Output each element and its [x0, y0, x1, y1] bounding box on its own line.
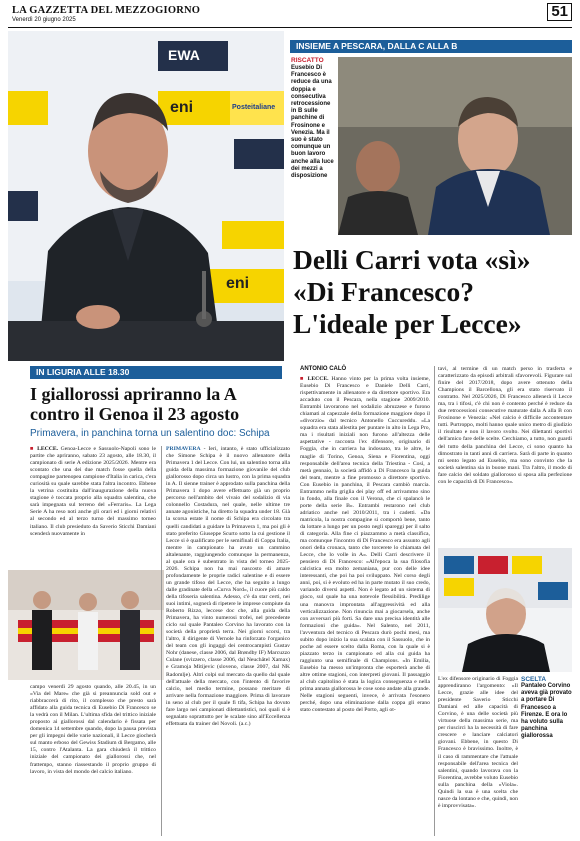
caption-text-2: Pantaleo Corvino aveva già provato a portare Di Francesco a Firenze. E ora lo ha voluto sulla panchina giallorossa	[521, 683, 572, 740]
left-headline: I giallorossi apriranno la A contro il Genoa il 23 agosto	[30, 384, 240, 424]
right-col1-body: Hanno vinto per la prima volta insieme, Eusebio Di Francesco e Daniele Delli Carri, rispettivamente in allenatore e da direttore sportivo. Era accaduto con il Pescara, nella stagione 2009/2010. Entrambi lavorarono nel sodalizio abruzzese e furono chiamati al capezzale della formazione maggiore dopo il «divorzio» dal tecnico Antonello Cuccureddu. «La squadra era stata allestita per puntare in alto in Lega Pro, ma i risultati iniziali non furono all'altezza delle aspettative - racconta l'ex difensore, originario di Foggia, che in carriera ha indossato, tra le altre, le maglie di Torino, Genoa, Siena e Fiorentina, oggi responsabile dell'area tecnica della Triestina - Così, a metà gennaio, la società affidò a Di Francesco la guida del team, mentre a fine promosso a direttore sportivo. Con Eusebio in panchina, il Pescara cambiò marcia. Entrammo nella griglia dei play off ed arrivammo sino in fondo, alla finale con il Verona, che ci spalancò le porte della serie B». Entrambi restarono nel club adriatico anche nel 2010/2011, tra i cadetti. «Da matricola, la nostra compagine si comportò bene, tanto da lottare a lungo per un posto negli spareggi per il salto di categoria. Alla fine ci piazzammo a metà classifica, ma comunque l'incontro di Di Francesco era assunto agli onori della cronaca, tanto che torcerete lo chiamata del Lecce, che lo volle in A». Delli Carri descrivere il pensiero di Di Francesco: «All'epoca la sua filosofia calcistica era molto zemaniana, pur con delle idee interessanti, che poi ha poi sviluppato. Nel corso degli anni, poi, si è evoluto ed ha in parte mutato il suo credo, variando diversi aspetti. Non è legato ad un sistema di gioco, sul quale ha una notevole flessibilità. Predilige una manovra improntata all'aggressività ed alla verticalizzazione. Non rinuncia mai a giocarsela, anche con avversari più forti. Sa dare una precisa identità alle formazioni che guida». Nel Salento, nel 2011, l'avventura del tecnico di Pescara durò pochi mesi, ma subito dopo inizio la sua scalata con il Sassuolo, che in poche ad essere scelto dalla Roma, con la quale si è piazzato terzo in campionato ed alla cui guida ha raggiunto una semifinale di Champions. «In Emilia, Eusebio ha messo un'impronta che esporterà anche di altre ottime stagioni, con interpreti giovani. Il passaggio al club capitolino è stata la logica conseguenza e nella prima annata giallorossa le cose sono andate alla grande. Nelle stagioni seguenti, invece, è arrivata l'esonero perché, dopo una eliminazione dalla coppa gli erano stato contestato al posto del Porto, agli ot-	[300, 376, 430, 714]
caption-text: Eusebio Di Francesco è reduce da una doppia e consecutiva retrocessione in B sulle panchine di Frosinone e Venezia. Ma il suo è stato comunque un buon lavoro anche alla luce dei mezzi a disposizione	[291, 65, 334, 180]
sponsor-eni-logo-2: eni	[226, 275, 250, 292]
byline: ANTONIO CALÒ	[300, 366, 347, 372]
right-col2-text: tavi, al termine di un match perso in trasferta e caratterizzato da episodi arbitrali sfavorevoli. Figurare sul finire del 2017/2018, dopo avere ottenuto della Champions il Barcellona, gli era stato riservato il contratto. Nel 2025/2026, Di Francesco allenerà il Lecce ma, tra i tifosi, c'è chi non è contento perché è reduce da due retrocessioni consecutive maturate dalla A alla B con Frosinone e Venezia: «Nel calcio è difficile accontentare tutti. Purtroppo, molti hanno quale unico metro di giudizio il risultato e non il lavoro svolto. Nei dilettanti sportivi dell'amico fare delle scelte. Cerchiamo, a tutto, non guardi del tutto della panchina del Lecce, ci sono quanto ha dimostrato in tanti anni di carriera. Sarà di parte in quanto mi sento legato ad Eusebio, ma sono convinto che la società salentina sia in buone mani. Tra l'altro, il modo di fare calcio del soldato giallorosso si sposa alla perfezione con le capacità di Di Francesco».	[438, 366, 572, 485]
right-col1-text	[300, 376, 430, 834]
main-headline: Delli Carri vota «sì» «Di Francesco? L'ideale per Lecce»	[293, 244, 531, 339]
page-number: 51	[547, 3, 572, 21]
photo-press-conference	[8, 31, 284, 361]
sponsor-eni-logo: eni	[170, 99, 194, 116]
caption-label-2: SCELTA	[521, 676, 547, 683]
column-rule	[161, 446, 162, 836]
masthead-date: Venerdì 20 giugno 2025	[12, 17, 76, 23]
masthead-title: LA GAZZETTA DEL MEZZOGIORNO	[12, 5, 201, 16]
column-rule-2	[434, 366, 435, 836]
photo-corvino	[438, 548, 572, 672]
section-band-liguria: IN LIGURIA ALLE 18.30	[30, 366, 282, 379]
left-col1-lead: LECCE.	[37, 446, 59, 452]
sponsor-poste-logo: Posteitaliane	[232, 104, 276, 111]
bullet-icon-2: ■	[300, 376, 308, 382]
left-col1-after: campo venerdì 29 agosto quando, alle 20.45, in un «Via del Mare» che già si preannuncia sold out e riabbraccerà di rito, il complesso che presto sarà affidato alla guida tecnica di Eusebio Di Francesco se la vedrà con il Milan. L'ultima sfida del trittico iniziale proposto ai giallorossi dal calendario è fissata per domenica 14 settembre quando, dopo la pausa prevista per gli impegni delle varie nazionali, il Lecce giocherà sul manto erboso del Gewiss Stadium di Bergamo, alle 15, contro l'Atalanta. La gara chiuderà il trittico iniziale del campionato dei giallorossi che, nel frattempo, stanno riassestando il proprio gruppo di lavoro, in vista del mondo del calcio italiano.	[30, 684, 156, 775]
left-col2-body: - Ieri, intanto, è stato ufficializzato che Simone Schipa è il nuovo allenatore della Primavera 1 del Lecce. Con lui, un salentino torna alla guida della massima formazione giovanile del club giallorosso dopo circa un lustro, con la prima squadra in A. Il sienne trainer è approdato sulla panchina della Primavera 1 dopo avere effettuato già un proprio percorso nell'ambito del vivaio del sodalizio di via colonnello Costadura, nel quale, nelle ultime tre annate agonistiche, ha diretto la squadra under 18. Già la scorsa estate il nome di Schipa era circolato tra quelli candidati a guidare la Primavera 1, ma poi gli è stato preferito Giuseppe Scurto sotto la cui gestione il Lecce si è qualificato per le semifinali di Coppa Italia, mentre in campionato ha avuto un cammino altalenante, raggiungendo comunque la permanenza, al quale ora è subentrato in vista del torneo 2025-2026. Schipa non ha mai nascosto di amare profondamente le proprie radici salentine e di essere un grande tifoso del Lecce, che ha seguito a lungo dalle gradinate della «Curva Nord», il cuore più caldo della tifoseria salentina. Adesso, c'è da star certi, nei suoi intimi, sognerà di ripetere le imprese compiute da Roberto Rizzo, leccese doc che, alla guida della Primavera, ha vinto numerosi trofei, nel precedente ciclo sul quale Pantaleo Corvino ha lavorato con la società della proprietà terra. Nei giorni scorsi, tra l'altro, il dirigente di Vernole ha rinforzato l'organico del team con gli ingaggi dei centrocampisti Gustav Nohr (danese, classe 2006, dal Brøndby IF) Marcuzzo Culane (svizzero, classe 2006, dal Neuchâtel Xamax) e Gramoja Mitijevic (sloveno, classe 2007, dal NK Radomlje). Altri colpi sul mercato da quello dal quale dell'attuale della mercato, con l'intento di favorire calcio, nel medio termine, possano meritare di arrivare nella formazione maggiore. Prima di lavorare in seno al club per il quale fi tifa, Schipa ha dovuto fare largo nei campionati dilettantistici, noi quali si è segnalato soprattutto per le scalate sino all'Eccellenza effettuata da trainer del Novoli. (a.c.)	[166, 446, 290, 727]
photo-group	[8, 570, 164, 680]
left-subhead: Primavera, in panchina torna un salentino doc: Schipa	[30, 428, 270, 439]
caption-label: RISCATTO	[291, 57, 324, 64]
left-col2-text	[166, 446, 290, 834]
left-col1-body: Genoa-Lecce e Sassuolo-Napoli sono le partite che apriranno, sabato 23 agosto, alle 18.30, il campionato di serie A edizione 2025/2026. Mentre era scontato che una dei due match fosse quella della compagine partenopea campione d'Italia in carica, c'era curiosità su quale sarebbe stata l'altra incontro. Ebbene la vetrina costituita dall'inaugurazione della nuova stagione è toccata proprio alla squadra salentina, che sarà impegnata sul terreno del «Ferraris». La Lega Serie A ha reso noti anche gli orari ed i giorni relativi al secondo ed al terzo turno del massimo torneo italiano. Il club presieduto da Saverio Sticchi Damiani scenderà nuovamente in	[30, 446, 156, 537]
photo-di-francesco	[338, 57, 572, 235]
section-band-top: INSIEME A PESCARA, DALLA C ALLA B	[290, 40, 572, 53]
right-col2-after: L'ex difensore originario di Foggia apprendiranno l'argomento: «Il Lecce, grazie alle idee del presidente Saverio Sticchi Damiani ed alle capacità di Corvino, è una delle società più virtuose della massima serie, ma per riuscirci ha la necessità di fare crescere e lanciare calciatori giovani. Ebbene, in questo Di Francesco è bravissimo. Inoltre, è il caso di rammentare che l'attuale responsabile dell'area tecnica del salentini, quando lavorava con la Fiorentina, avrebbe voluto Eusebio sulla panchina della «Viola». Quindi la sua è una scelta che nasce da lontano e che, quindi, non è improvvisata».	[438, 676, 518, 809]
press-conference-illustration	[8, 31, 284, 361]
caption-scelta	[521, 676, 573, 741]
left-col2-lead: PRIMAVERA	[166, 446, 201, 452]
left-col1-text	[30, 446, 156, 566]
right-col1-lead: LECCE.	[307, 376, 329, 382]
sponsor-ewa-logo: EWA	[168, 47, 200, 63]
caption-riscatto	[291, 57, 337, 180]
corvino-illustration	[438, 548, 572, 672]
bullet-icon: ■	[30, 446, 38, 452]
masthead-rule	[8, 27, 572, 28]
di-francesco-illustration	[338, 57, 572, 235]
group-photo-illustration	[8, 570, 164, 680]
